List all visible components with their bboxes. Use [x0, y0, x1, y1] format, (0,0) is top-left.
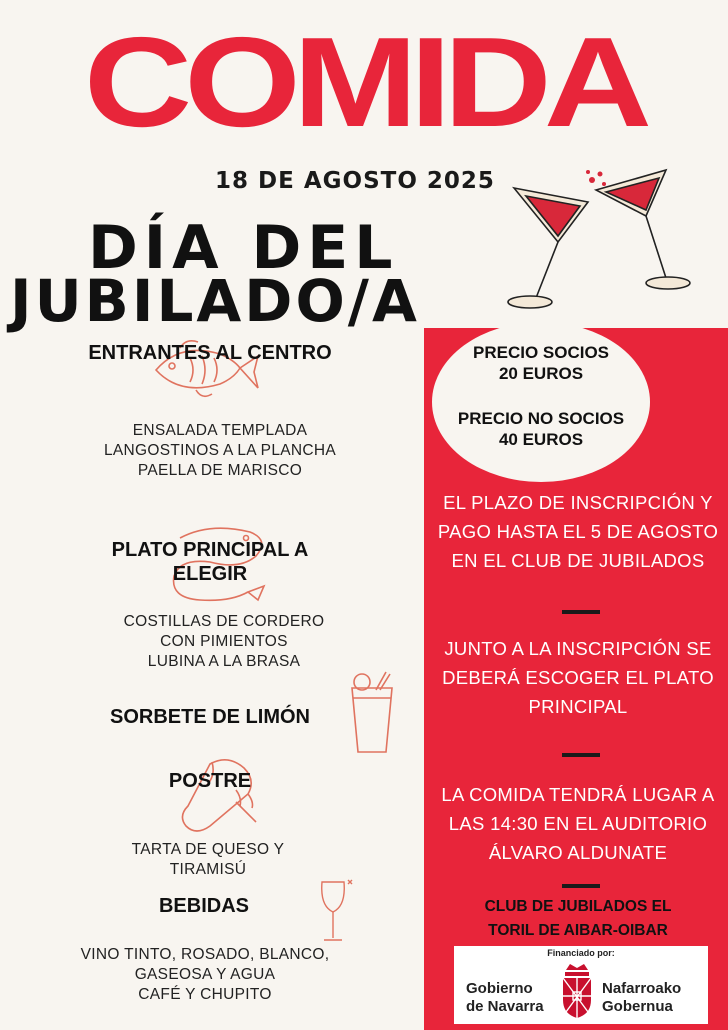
event-date: 18 DE AGOSTO 2025 [215, 168, 495, 194]
menu-item: CON PIMIENTOS [160, 633, 288, 650]
starters-heading: ENTRANTES AL CENTRO [88, 342, 332, 364]
menu-item: ENSALADA TEMPLADA [132, 422, 308, 439]
navarra-coat-of-arms-icon [560, 960, 594, 1020]
divider [562, 884, 600, 888]
divider [562, 753, 600, 757]
menu-item: GASEOSA Y AGUA [134, 966, 276, 983]
funding-right-line: Gobernua [602, 998, 673, 1015]
non-members-price [432, 408, 650, 450]
menu-item: PAELLA DE MARISCO [137, 462, 303, 479]
choice-line: DEBERÁ ESCOGER EL PLATO [442, 667, 714, 688]
menu-item: CAFÉ Y CHUPITO [138, 986, 272, 1003]
menu-item: LUBINA A LA BRASA [147, 653, 301, 670]
members-price-label: PRECIO SOCIOS [472, 343, 610, 362]
dessert-heading: POSTRE [168, 770, 252, 792]
funding-left-line: de Navarra [466, 998, 544, 1015]
non-members-price-label: PRECIO NO SOCIOS [457, 409, 625, 428]
menu-item: LANGOSTINOS A LA PLANCHA [103, 442, 337, 459]
menu-item: VINO TINTO, ROSADO, BLANCO, [80, 946, 330, 963]
club-name [428, 895, 728, 943]
nafarroako-gobernua-text [602, 980, 681, 1016]
main-list [64, 612, 384, 672]
registration-line: EL PLAZO DE INSCRIPCIÓN Y [443, 492, 713, 513]
drinks-heading: BEBIDAS [158, 895, 249, 917]
page-title: COMIDA [83, 10, 645, 154]
dessert-list [48, 840, 368, 880]
venue-line: LA COMIDA TENDRÁ LUGAR A [441, 784, 715, 805]
starters-list [60, 421, 380, 481]
funding-right-line: Nafarroako [602, 980, 682, 997]
funding-logo [454, 946, 708, 1024]
choice-line: JUNTO A LA INSCRIPCIÓN SE [444, 638, 712, 659]
registration-line: EN EL CLUB DE JUBILADOS [451, 550, 705, 571]
funding-left-line: Gobierno [466, 980, 533, 997]
main-heading [40, 538, 380, 586]
event-title-line2: JUBILADO/A [10, 267, 420, 335]
ice-cream-icon [176, 756, 266, 840]
menu-item: TARTA DE QUESO Y [131, 841, 285, 858]
menu-item: TIRAMISÚ [169, 861, 247, 878]
gobierno-navarra-text [466, 980, 544, 1016]
registration-line: PAGO HASTA EL 5 DE AGOSTO [437, 521, 719, 542]
menu-item: COSTILLAS DE CORDERO [123, 613, 325, 630]
funding-label: Financiado por: [547, 948, 615, 958]
sorbet-heading: SORBETE DE LIMÓN [109, 706, 310, 728]
non-members-price-value: 40 EUROS [498, 430, 584, 449]
club-line: CLUB DE JUBILADOS EL [484, 898, 672, 915]
drinks-list [40, 945, 370, 1005]
venue-line: LAS 14:30 EN EL AUDITORIO [448, 813, 708, 834]
registration-info [428, 488, 728, 575]
venue-info [428, 780, 728, 867]
venue-line: ÁLVARO ALDUNATE [488, 842, 668, 863]
main-heading-line: ELEGIR [172, 563, 248, 585]
members-price-value: 20 EUROS [498, 364, 584, 383]
divider [562, 610, 600, 614]
event-title-line1: DÍA DEL [88, 213, 399, 283]
main-heading-line: PLATO PRINCIPAL A [111, 539, 309, 561]
club-line: TORIL DE AIBAR-OIBAR [488, 922, 668, 939]
choice-info [428, 634, 728, 721]
cocktail-glasses-icon [496, 160, 706, 320]
choice-line: PRINCIPAL [528, 696, 628, 717]
members-price [432, 342, 650, 384]
